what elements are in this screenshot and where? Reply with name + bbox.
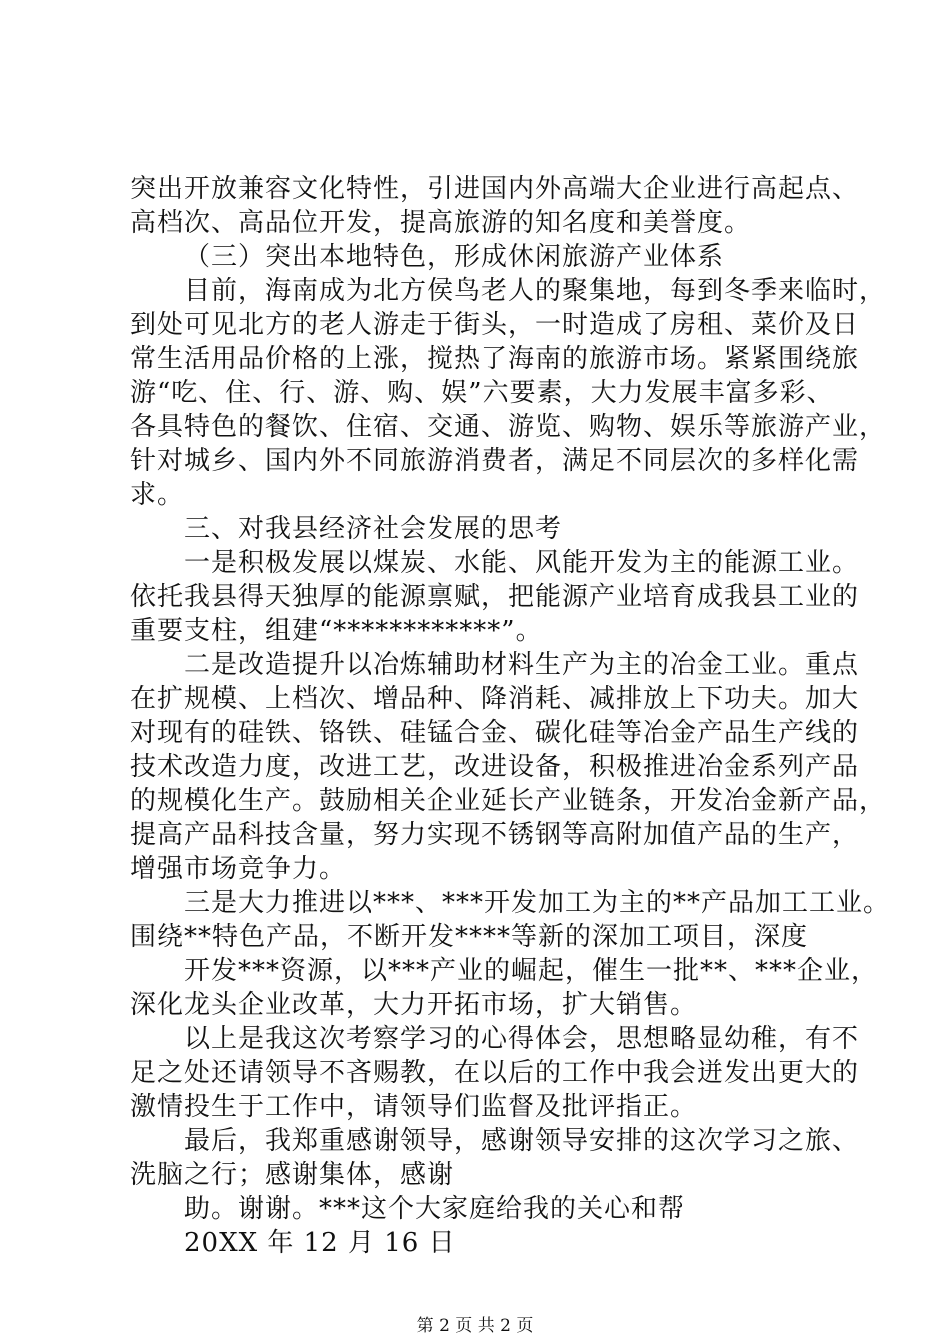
section-heading: （三）突出本地特色，形成休闲旅游产业体系: [184, 242, 725, 272]
text-line: 增强市场竞争力。: [130, 854, 347, 884]
text-line: 对现有的硅铁、铬铁、硅锰合金、碳化硅等冶金产品生产线的: [130, 718, 860, 748]
text-line: 足之处还请领导不吝赐教，在以后的工作中我会迸发出更大的: [130, 1058, 860, 1088]
text-line: 各具特色的餐饮、住宿、交通、游览、购物、娱乐等旅游产业，: [130, 412, 887, 442]
text-line: 开发***资源，以***产业的崛起，催生一批**、***企业，: [184, 956, 879, 986]
text-line: 技术改造力度，改进工艺，改进设备，积极推进冶金系列产品: [130, 752, 860, 782]
text-line: 洗脑之行；感谢集体，感谢: [130, 1160, 455, 1190]
text-line: 突出开放兼容文化特性，引进国内外高端大企业进行高起点、: [130, 174, 860, 204]
text-line: 提高产品科技含量，努力实现不锈钢等高附加值产品的生产，: [130, 820, 860, 850]
text-line: 深化龙头企业改革，大力开拓市场，扩大销售。: [130, 990, 698, 1020]
text-line: 一是积极发展以煤炭、水能、风能开发为主的能源工业。: [184, 548, 860, 578]
text-line: 二是改造提升以冶炼辅助材料生产为主的冶金工业。重点: [184, 650, 860, 680]
date-line: 20XX 年 12 月 16 日: [184, 1228, 456, 1258]
section-heading: 三、对我县经济社会发展的思考: [184, 514, 563, 544]
text-line: 求。: [130, 480, 185, 510]
text-line: 助。谢谢。***这个大家庭给我的关心和帮: [184, 1194, 686, 1224]
text-line: 围绕**特色产品，不断开发****等新的深加工项目，深度: [130, 922, 809, 952]
text-line: 的规模化生产。鼓励相关企业延长产业链条，开发冶金新产品，: [130, 786, 887, 816]
text-line: 最后，我郑重感谢领导，感谢领导安排的这次学习之旅、: [184, 1126, 860, 1156]
text-line: 常生活用品价格的上涨，搅热了海南的旅游市场。紧紧围绕旅: [130, 344, 860, 374]
text-line: 高档次、高品位开发，提高旅游的知名度和美誉度。: [130, 208, 752, 238]
text-line: 目前，海南成为北方侯鸟老人的聚集地，每到冬季来临时，: [184, 276, 887, 306]
text-line: 到处可见北方的老人游走于街头，一时造成了房租、菜价及日: [130, 310, 860, 340]
text-line: 针对城乡、国内外不同旅游消费者，满足不同层次的多样化需: [130, 446, 860, 476]
page-footer: 第 2 页 共 2 页: [416, 1316, 534, 1336]
text-line: 激情投生于工作中，请领导们监督及批评指正。: [130, 1092, 698, 1122]
text-line: 在扩规模、上档次、增品种、降消耗、减排放上下功夫。加大: [130, 684, 860, 714]
text-line: 重要支柱，组建“************”。: [130, 616, 543, 646]
text-line: 三是大力推进以***、***开发加工为主的**产品加工工业。: [184, 888, 891, 918]
text-line: 以上是我这次考察学习的心得体会，思想略显幼稚，有不: [184, 1024, 860, 1054]
text-line: 游“吃、住、行、游、购、娱”六要素，大力发展丰富多彩、: [130, 378, 834, 408]
text-line: 依托我县得天独厚的能源禀赋，把能源产业培育成我县工业的: [130, 582, 860, 612]
